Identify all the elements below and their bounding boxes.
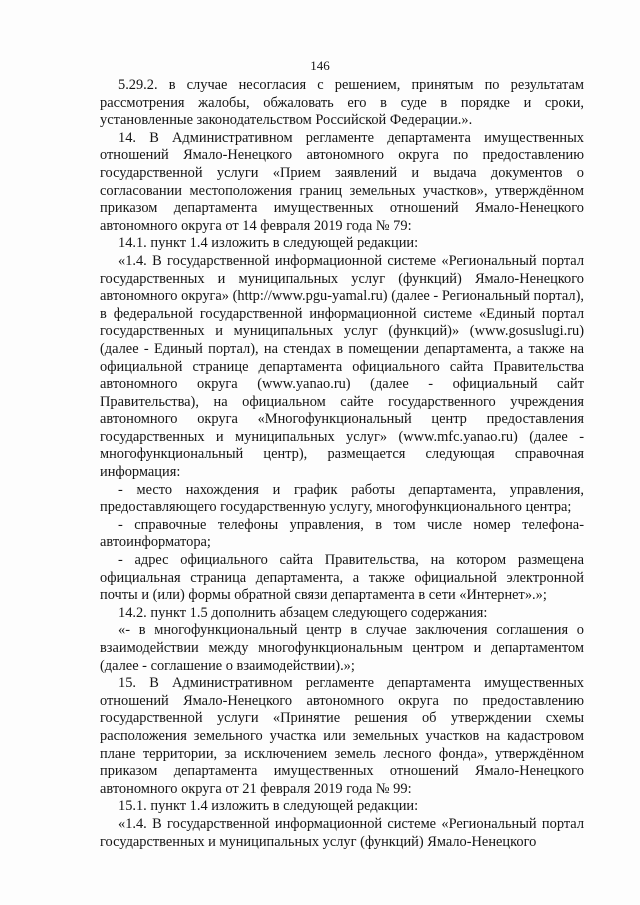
paragraph-15-1: 15.1. пункт 1.4 изложить в следующей редакции: bbox=[118, 798, 419, 815]
paragraph-5-29-2: 5.29.2. в случае несогласия с решением, принятым по результатам рассмотрения жалобы, обжаловать его в суде в порядке и сроки, установленные законодательством Российской Федерации.». bbox=[100, 77, 584, 129]
list-item-phones: - справочные телефоны управления, в том числе номер телефона-автоинформатора; bbox=[100, 516, 584, 551]
list-item-location: - место нахождения и график работы департамента, управления, предоставляющего государственную услугу, многофункционального центра; bbox=[100, 481, 584, 516]
paragraph-15: 15. В Административном регламенте департамента имущественных отношений Ямало-Ненецкого автономного округа по предоставлению государственной услуги «Принятие решения об утверждении схемы расположения земельного участка или земельных участков на кадастровом плане территории, за исключением земель лесного фонда», утверждённом приказом департамента имущественных отношений Ямало-Ненецкого автономного округа от 21 февраля 2019 года № 99: bbox=[100, 675, 584, 797]
paragraph-mfc: «- в многофункциональный центр в случае заключения соглашения о взаимодействии между многофункциональным центром и департаментом (далее - соглашение о взаимодействии).»; bbox=[100, 622, 584, 674]
paragraph-1-4-text: «1.4. В государственной информационной системе «Региональный портал государственных и муниципальных услуг (функций) Ямало-Ненецкого автономного округа» (http://www.pgu-yamal.ru) (далее - Региональный портал), в федеральной государственной информационной системе «Единый портал государственных и муниципальных услуг (функций)» (www.gosuslugi.ru) (далее - Единый портал), на стендах в помещении департамента, а также на официальной странице департамента официального сайта Правительства автономного округа (www.yanao.ru) (далее - официальный сайт Правительства), на официальном сайте государственного учреждения автономного округа «Многофункциональный центр предоставления государственных и муниципальных услуг» (www.mfc.yanao.ru) (далее - многофункциональный центр), размещается следующая справочная информация: bbox=[100, 252, 584, 481]
paragraph-14-2: 14.2. пункт 1.5 дополнить абзацем следующего содержания: bbox=[118, 604, 488, 621]
page-number: 146 bbox=[310, 58, 330, 73]
paragraph-14-1: 14.1. пункт 1.4 изложить в следующей редакции: bbox=[118, 235, 419, 252]
paragraph-1-4-continued: «1.4. В государственной информационной системе «Региональный портал государственных и муниципальных услуг (функций) Ямало-Ненецкого bbox=[100, 815, 584, 850]
list-item-website: - адрес официального сайта Правительства, на котором размещена официальная страница департамента, а также официальной электронной почты и (или) формы обратной связи департамента в сети «Интернет».»; bbox=[100, 552, 584, 604]
document-body bbox=[100, 77, 584, 851]
paragraph-14: 14. В Административном регламенте департамента имущественных отношений Ямало-Ненецкого автономного округа по предоставлению государственной услуги «Прием заявлений и выдача документов о согласовании местоположения границ земельных участков», утверждённом приказом департамента имущественных отношений Ямало-Ненецкого автономного округа от 14 февраля 2019 года № 79: bbox=[100, 129, 584, 234]
